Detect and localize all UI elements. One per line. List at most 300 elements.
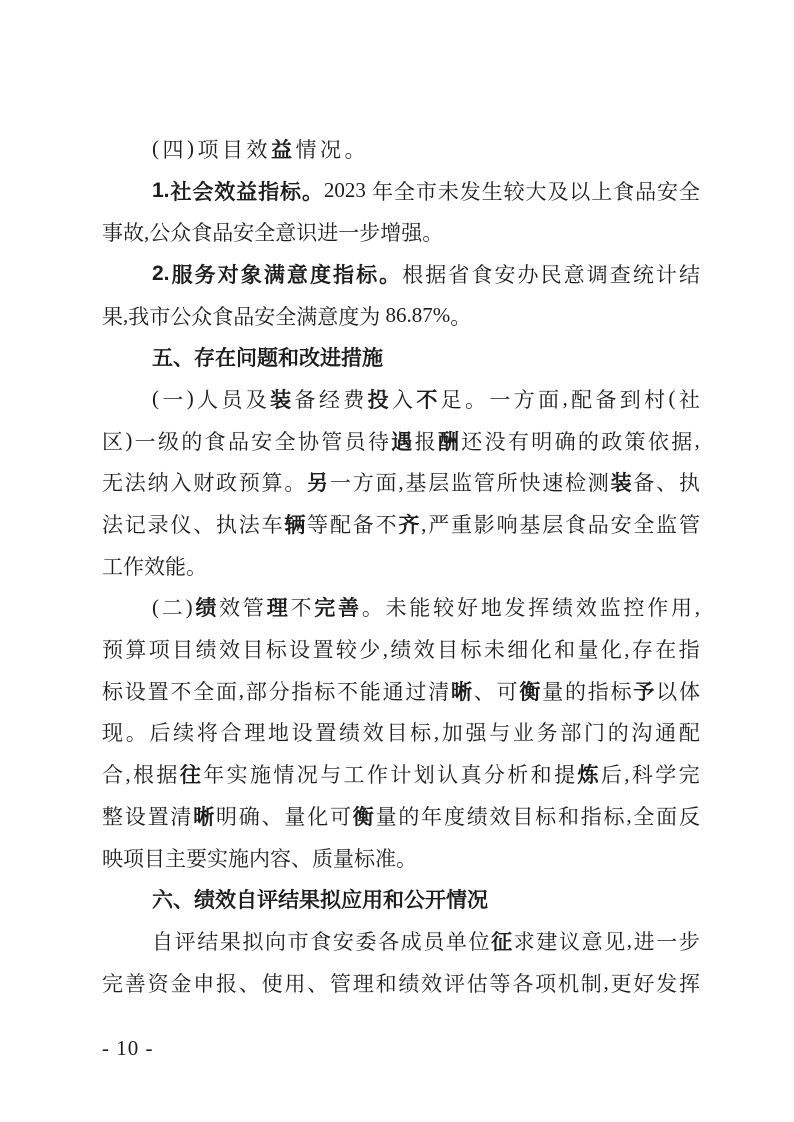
text-glyph: 施 xyxy=(228,846,249,871)
bold-text-glyph: 、 xyxy=(173,889,194,913)
text-glyph: 严 xyxy=(428,513,450,538)
text-glyph: 法 xyxy=(124,471,146,496)
text-glyph: 。 xyxy=(284,471,306,496)
text-glyph: 的 xyxy=(607,721,629,746)
text-glyph: 好 xyxy=(456,596,478,621)
body-text-line xyxy=(102,837,700,879)
body-text-line xyxy=(102,628,700,670)
text-glyph: 大 xyxy=(525,179,547,204)
text-glyph: 效 xyxy=(218,638,240,663)
text-glyph: 、 xyxy=(238,971,260,996)
text-glyph: 分 xyxy=(268,679,290,704)
text-glyph: 标 xyxy=(535,804,557,829)
text-glyph: 二 xyxy=(161,596,183,621)
section-heading-6 xyxy=(102,878,700,920)
text-glyph: 品 xyxy=(227,429,249,454)
text-glyph: 调 xyxy=(586,262,608,287)
text-glyph: 果 xyxy=(102,304,123,329)
text-glyph: , xyxy=(624,761,630,786)
text-glyph: 人 xyxy=(197,387,219,412)
text-glyph: 全 xyxy=(633,804,655,829)
text-glyph: 食 xyxy=(471,262,493,287)
text-glyph: 备 xyxy=(352,513,374,538)
text-glyph: 的 xyxy=(181,429,203,454)
text-glyph: 容 xyxy=(270,846,291,871)
subsection-heading-project-benefit xyxy=(102,128,700,170)
text-glyph: 度 xyxy=(443,804,465,829)
bold-text-glyph: 齐 xyxy=(398,514,420,538)
text-glyph: 目 xyxy=(386,721,408,746)
text-glyph: 员 xyxy=(344,429,366,454)
text-glyph: 清 xyxy=(428,679,450,704)
bold-text-glyph: 问 xyxy=(236,347,257,371)
text-glyph: 法 xyxy=(238,513,260,538)
text-glyph: 、 xyxy=(307,971,329,996)
text-glyph: 配 xyxy=(329,513,351,538)
text-glyph: 管 xyxy=(329,971,351,996)
text-glyph: 民 xyxy=(540,262,562,287)
bold-text-glyph: 施 xyxy=(362,347,383,371)
text-glyph: 村 xyxy=(644,387,666,412)
text-glyph: 政 xyxy=(215,471,237,496)
text-glyph: 一 xyxy=(656,929,678,954)
text-glyph: 86.87% xyxy=(380,303,451,328)
text-glyph: 标 xyxy=(102,679,123,704)
text-glyph: 设 xyxy=(289,638,311,663)
text-glyph: 步 xyxy=(678,929,700,954)
text-glyph: 科 xyxy=(631,763,653,788)
text-glyph: 标 xyxy=(610,679,632,704)
text-glyph: 食 xyxy=(564,513,586,538)
text-glyph: 所 xyxy=(496,471,518,496)
text-glyph: 化 xyxy=(600,638,622,663)
text-glyph: 意 xyxy=(581,929,603,954)
text-glyph: 用 xyxy=(284,971,306,996)
text-glyph: , xyxy=(433,719,440,744)
text-glyph: 通 xyxy=(382,679,404,704)
text-glyph: 的 xyxy=(577,429,599,454)
bold-text-glyph: 度 xyxy=(309,263,331,287)
text-glyph: 量 xyxy=(375,804,397,829)
text-glyph: 工 xyxy=(343,763,365,788)
text-glyph: 2023 xyxy=(323,178,372,203)
text-glyph: 要 xyxy=(186,846,207,871)
text-glyph: 安 xyxy=(610,513,632,538)
text-glyph: 食 xyxy=(204,429,226,454)
text-glyph: 见 xyxy=(604,929,626,954)
text-glyph: 重 xyxy=(451,513,472,538)
text-glyph: 地 xyxy=(267,721,289,746)
text-glyph: 足 xyxy=(440,387,462,412)
bold-text-glyph: 和 xyxy=(278,347,299,371)
text-glyph: 向 xyxy=(265,929,287,954)
text-glyph: 量 xyxy=(542,679,564,704)
bold-text-glyph: 征 xyxy=(491,930,513,954)
text-glyph: 合 xyxy=(220,721,242,746)
text-glyph: 品 xyxy=(587,513,609,538)
text-glyph: 为 xyxy=(359,304,381,329)
text-glyph: 部 xyxy=(560,721,582,746)
text-glyph: 食 xyxy=(191,221,213,246)
text-glyph: 全 xyxy=(393,179,415,204)
text-glyph: 合 xyxy=(102,763,123,788)
bold-text-glyph: 和 xyxy=(383,889,404,913)
bold-text-glyph: 满 xyxy=(263,263,285,287)
text-glyph: 快 xyxy=(519,471,541,496)
text-glyph: 委 xyxy=(355,929,377,954)
text-glyph: 准 xyxy=(375,846,396,871)
text-glyph: 体 xyxy=(678,679,700,704)
text-glyph: 备 xyxy=(294,387,316,412)
bold-text-glyph: 理 xyxy=(266,597,288,621)
text-glyph: 未 xyxy=(437,179,459,204)
bold-text-glyph: 1. xyxy=(152,178,170,202)
text-glyph: 的 xyxy=(398,804,420,829)
text-glyph: 映 xyxy=(102,846,123,871)
text-glyph: 机 xyxy=(557,971,579,996)
text-glyph: 监 xyxy=(451,471,472,496)
text-glyph: 情 xyxy=(273,763,295,788)
text-glyph: 一 xyxy=(338,221,360,246)
text-glyph: 清 xyxy=(170,804,192,829)
text-glyph: 绩 xyxy=(398,971,420,996)
text-glyph: 还 xyxy=(461,429,483,454)
text-glyph: 、 xyxy=(656,471,678,496)
text-glyph: 金 xyxy=(170,971,192,996)
body-text-line xyxy=(102,170,700,212)
text-glyph: 员 xyxy=(221,387,243,412)
text-glyph: 目 xyxy=(437,638,459,663)
bold-text-glyph: 。 xyxy=(301,180,323,204)
text-glyph: 指 xyxy=(587,679,609,704)
text-glyph: 明 xyxy=(215,804,237,829)
text-glyph: 办 xyxy=(517,262,539,287)
bold-text-glyph: 象 xyxy=(240,263,262,287)
bold-text-glyph: 炼 xyxy=(577,764,599,788)
text-glyph: 分 xyxy=(483,763,505,788)
text-glyph: 工 xyxy=(102,554,123,579)
body-text-line xyxy=(102,211,700,253)
text-glyph: 主 xyxy=(165,846,186,871)
text-glyph: , xyxy=(238,678,245,703)
text-glyph: 品 xyxy=(233,304,255,329)
text-glyph: 强 xyxy=(401,221,423,246)
text-glyph: 后 xyxy=(600,763,622,788)
text-glyph: 、 xyxy=(291,846,312,871)
text-glyph: 、 xyxy=(193,513,215,538)
text-glyph: 安 xyxy=(657,179,679,204)
bold-text-glyph: 会 xyxy=(192,180,214,204)
text-glyph: , xyxy=(603,970,609,995)
bold-text-glyph: 完 xyxy=(314,597,336,621)
text-glyph: 测 xyxy=(587,471,609,496)
text-glyph: 社 xyxy=(678,387,700,412)
text-glyph: 进 xyxy=(633,929,655,954)
bold-text-glyph: 题 xyxy=(257,347,278,371)
bold-text-glyph: 2. xyxy=(152,261,170,285)
text-glyph: 。 xyxy=(186,554,207,579)
text-glyph: 更 xyxy=(610,971,632,996)
bold-text-glyph: 果 xyxy=(299,889,320,913)
text-glyph: 求 xyxy=(513,929,535,954)
text-glyph: 。 xyxy=(422,221,444,246)
text-glyph: 不 xyxy=(290,596,312,621)
text-glyph: 计 xyxy=(390,763,412,788)
text-glyph: 算 xyxy=(261,471,283,496)
text-glyph: 绩 xyxy=(195,638,217,663)
text-glyph: 速 xyxy=(542,471,564,496)
text-glyph: 可 xyxy=(496,679,518,704)
body-text-line xyxy=(102,545,700,587)
text-glyph: 影 xyxy=(473,513,495,538)
text-glyph: 效 xyxy=(413,638,435,663)
text-glyph: 过 xyxy=(405,679,427,704)
text-glyph: 地 xyxy=(480,596,502,621)
text-glyph: 能 xyxy=(359,679,381,704)
text-glyph: 议 xyxy=(558,929,580,954)
text-glyph: 执 xyxy=(678,471,700,496)
text-glyph: 挥 xyxy=(528,596,550,621)
text-glyph: 预 xyxy=(102,638,123,663)
text-glyph: 后 xyxy=(149,721,171,746)
text-glyph: , xyxy=(626,928,633,953)
text-glyph: 评 xyxy=(443,971,465,996)
bold-text-glyph: 善 xyxy=(338,597,360,621)
text-glyph: 意 xyxy=(275,221,297,246)
text-glyph: 的 xyxy=(564,679,586,704)
section-heading-5 xyxy=(102,336,700,378)
text-glyph: 层 xyxy=(428,471,450,496)
text-glyph: 好 xyxy=(633,971,655,996)
text-glyph: 增 xyxy=(380,221,402,246)
text-glyph: , xyxy=(123,303,129,328)
text-glyph: 建 xyxy=(536,929,558,954)
text-glyph: 自 xyxy=(152,929,173,954)
text-glyph: 化 xyxy=(530,638,552,663)
text-glyph: 入 xyxy=(170,471,192,496)
text-glyph: 统 xyxy=(632,262,654,287)
text-glyph: , xyxy=(562,386,568,411)
body-text-line xyxy=(102,462,700,504)
text-glyph: 全 xyxy=(193,679,215,704)
bold-text-glyph: 绩 xyxy=(195,597,217,621)
body-text-line xyxy=(102,503,700,545)
text-glyph: 制 xyxy=(580,971,602,996)
text-glyph: 实 xyxy=(226,763,248,788)
text-glyph: 位 xyxy=(468,929,490,954)
bold-text-glyph: 公 xyxy=(404,889,425,913)
text-glyph: 发 xyxy=(459,179,481,204)
text-glyph: 报 xyxy=(414,429,436,454)
text-glyph: 方 xyxy=(513,387,535,412)
text-glyph: 管 xyxy=(242,596,264,621)
text-glyph: 等 xyxy=(489,971,511,996)
text-glyph: 、 xyxy=(473,679,495,704)
text-glyph: 未 xyxy=(483,638,505,663)
bold-text-glyph: 标 xyxy=(280,180,302,204)
text-glyph: 食 xyxy=(310,929,332,954)
text-glyph: 待 xyxy=(367,429,389,454)
text-glyph: 安 xyxy=(233,221,255,246)
text-glyph: 沟 xyxy=(631,721,653,746)
bold-text-glyph: 晰 xyxy=(193,805,215,829)
text-glyph: 不 xyxy=(337,679,359,704)
text-glyph: 各 xyxy=(512,971,534,996)
text-glyph: 面 xyxy=(375,471,397,496)
text-glyph: 和 xyxy=(557,804,579,829)
text-glyph: 事 xyxy=(102,221,123,246)
bold-text-glyph: 六 xyxy=(152,889,173,913)
bold-text-glyph: 意 xyxy=(286,263,308,287)
text-glyph: 标 xyxy=(265,638,287,663)
text-glyph: 安 xyxy=(254,304,276,329)
bold-text-glyph: 绩 xyxy=(194,889,215,913)
text-glyph: 。 xyxy=(465,387,487,412)
text-glyph: ( xyxy=(152,386,159,411)
text-glyph: 成 xyxy=(400,929,422,954)
bold-text-glyph: 酬 xyxy=(437,430,459,454)
text-glyph: 。 xyxy=(361,596,383,621)
text-glyph: 配 xyxy=(571,387,593,412)
text-glyph: 项 xyxy=(123,846,144,871)
bold-text-glyph: 不 xyxy=(416,388,438,412)
bold-text-glyph: 指 xyxy=(333,263,355,287)
text-glyph: 用 xyxy=(670,596,692,621)
bold-text-glyph: 投 xyxy=(367,388,389,412)
text-glyph: 估 xyxy=(466,971,488,996)
bold-text-glyph: 标 xyxy=(356,263,378,287)
bold-text-glyph: 对 xyxy=(217,263,239,287)
text-glyph: 记 xyxy=(124,513,146,538)
text-glyph: 指 xyxy=(291,679,313,704)
text-glyph: 将 xyxy=(196,721,218,746)
text-glyph: 法 xyxy=(102,513,123,538)
text-glyph: 查 xyxy=(609,262,631,287)
text-glyph: 善 xyxy=(124,971,146,996)
text-glyph: 果 xyxy=(219,929,241,954)
body-text-line xyxy=(102,795,700,837)
text-glyph: 和 xyxy=(375,971,397,996)
text-glyph: 作 xyxy=(123,554,144,579)
text-glyph: 提 xyxy=(554,763,576,788)
text-glyph: 效 xyxy=(421,971,443,996)
text-glyph: 经 xyxy=(318,387,340,412)
text-glyph: 安 xyxy=(251,429,273,454)
text-glyph: ) xyxy=(185,594,193,619)
text-glyph: 较 xyxy=(433,596,455,621)
bold-text-glyph: 五 xyxy=(152,347,173,371)
text-glyph: 效 xyxy=(489,804,511,829)
text-glyph: 效 xyxy=(362,721,384,746)
text-glyph: 品 xyxy=(212,221,234,246)
text-glyph: 理 xyxy=(244,721,266,746)
body-text-line xyxy=(102,253,700,295)
text-glyph: 资 xyxy=(147,971,169,996)
body-text-line xyxy=(102,712,700,754)
text-glyph: 项 xyxy=(197,137,219,162)
text-glyph: 有 xyxy=(507,429,529,454)
text-glyph: 满 xyxy=(296,304,318,329)
text-glyph: 绩 xyxy=(339,721,361,746)
text-glyph: 结 xyxy=(197,929,219,954)
text-glyph: , xyxy=(626,803,632,828)
text-glyph: 意 xyxy=(563,262,585,287)
text-glyph: , xyxy=(421,511,427,536)
text-glyph: 面 xyxy=(656,804,678,829)
text-glyph: 细 xyxy=(507,638,529,663)
text-glyph: 较 xyxy=(335,638,357,663)
text-glyph: , xyxy=(398,469,404,494)
text-glyph: 根 xyxy=(402,262,424,287)
text-glyph: 强 xyxy=(465,721,487,746)
text-glyph: 一 xyxy=(329,471,351,496)
text-glyph: 效 xyxy=(219,596,241,621)
text-glyph: 管 xyxy=(473,471,495,496)
bold-text-glyph: 效 xyxy=(215,889,236,913)
text-glyph: 控 xyxy=(623,596,645,621)
text-glyph: 真 xyxy=(460,763,482,788)
bold-text-glyph: 进 xyxy=(320,347,341,371)
text-glyph: 效 xyxy=(246,137,268,162)
text-glyph: 能 xyxy=(165,554,186,579)
text-glyph: 挥 xyxy=(678,971,700,996)
bold-text-glyph: 装 xyxy=(270,388,292,412)
text-glyph: 内 xyxy=(249,846,270,871)
text-glyph: 年 xyxy=(203,763,225,788)
text-glyph: 存 xyxy=(631,638,653,663)
text-glyph: 级 xyxy=(157,429,179,454)
text-glyph: 方 xyxy=(352,471,374,496)
body-text-line xyxy=(102,670,700,712)
text-glyph: 效 xyxy=(575,596,597,621)
bold-text-glyph: 改 xyxy=(299,347,320,371)
text-glyph: 量 xyxy=(577,638,599,663)
text-glyph: 。 xyxy=(125,721,147,746)
text-glyph: 未 xyxy=(385,596,407,621)
text-glyph: 设 xyxy=(291,721,313,746)
text-glyph: 计 xyxy=(655,262,677,287)
text-glyph: 学 xyxy=(655,763,677,788)
text-glyph: 化 xyxy=(307,804,329,829)
text-glyph: 生 xyxy=(481,179,503,204)
text-glyph: 现 xyxy=(102,721,123,746)
text-glyph: 食 xyxy=(613,179,635,204)
text-glyph: 没 xyxy=(484,429,506,454)
bold-text-glyph: 指 xyxy=(258,180,280,204)
text-glyph: 可 xyxy=(329,804,351,829)
text-glyph: 少 xyxy=(359,638,381,663)
body-text-line xyxy=(102,962,700,1004)
bold-text-glyph: 、 xyxy=(173,347,194,371)
text-glyph: 员 xyxy=(423,929,445,954)
bold-text-glyph: 在 xyxy=(215,347,236,371)
text-glyph: 量 xyxy=(284,804,306,829)
text-glyph: 我 xyxy=(128,304,150,329)
text-glyph: 发 xyxy=(504,596,526,621)
text-glyph: 置 xyxy=(315,721,337,746)
text-glyph: 报 xyxy=(215,971,237,996)
text-glyph: 备 xyxy=(595,387,617,412)
text-glyph: 安 xyxy=(494,262,516,287)
bold-text-glyph: 往 xyxy=(179,764,201,788)
text-glyph: 作 xyxy=(647,596,669,621)
text-glyph: 能 xyxy=(409,596,431,621)
text-glyph: 发 xyxy=(656,971,678,996)
text-glyph: 市 xyxy=(149,304,171,329)
text-glyph: 财 xyxy=(193,471,215,496)
text-glyph: 省 xyxy=(448,262,470,287)
text-glyph: 较 xyxy=(503,179,525,204)
